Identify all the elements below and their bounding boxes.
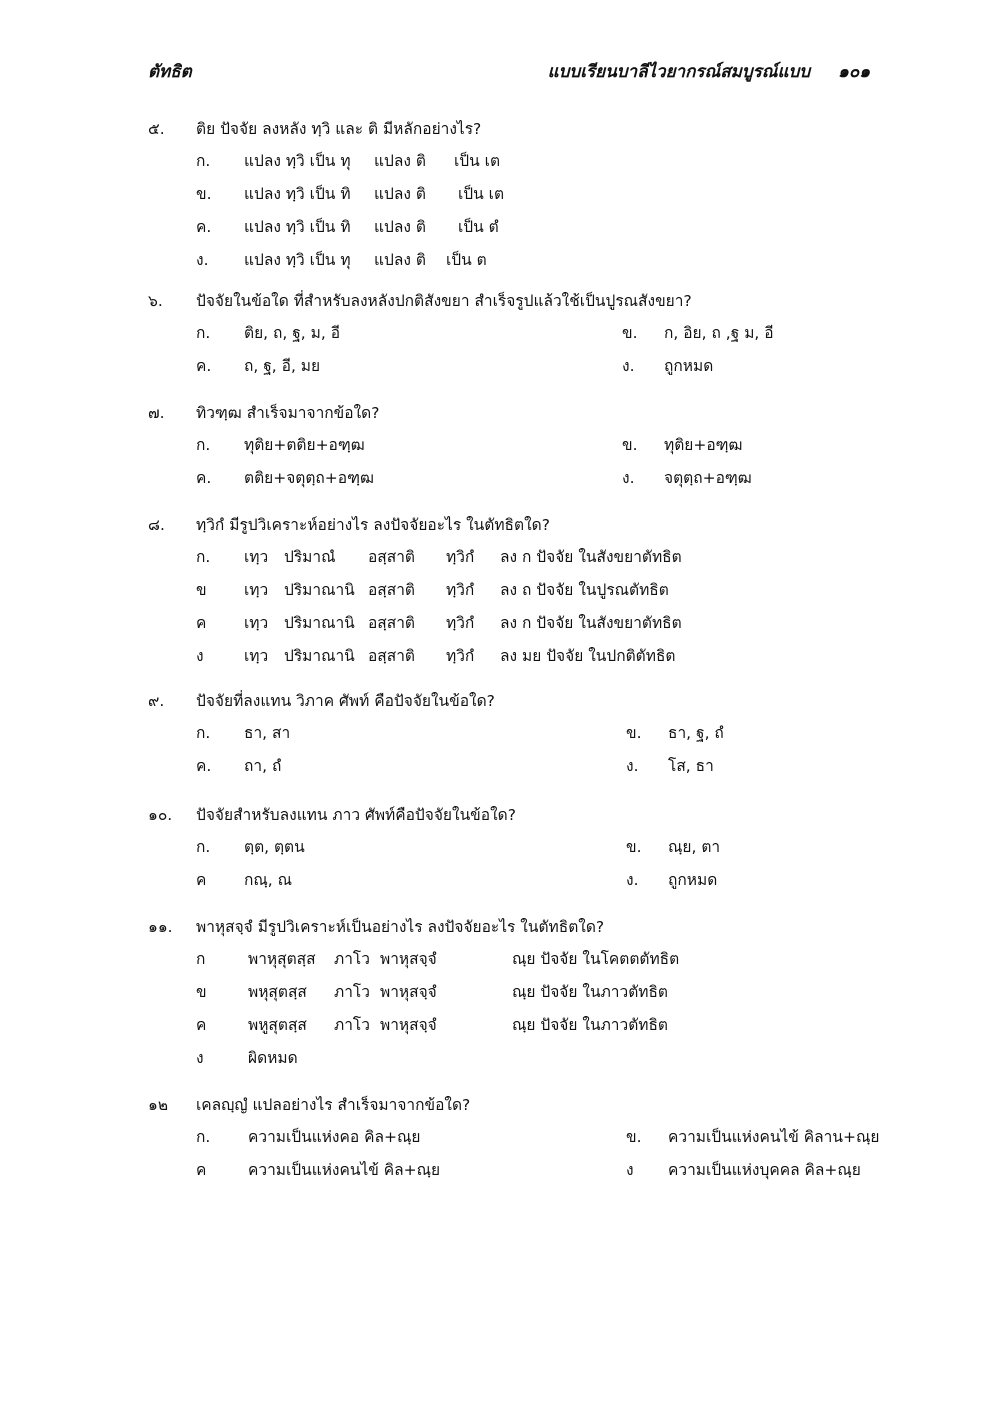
option-text: กณฺ, ณ bbox=[244, 871, 292, 889]
option-row bbox=[148, 432, 878, 465]
question-text: ปัจจัยในข้อใด ที่สำหรับลงหลังปกติสังขยา สำเร็จรูปแล้วใช้เป็นปูรณสังขยา? bbox=[196, 292, 692, 310]
option-row bbox=[148, 181, 878, 214]
question-text: ทฺวิกํ มีรูปวิเคราะห์อย่างไร ลงปัจจัยอะไร ในตัทธิตใด? bbox=[196, 516, 550, 534]
option-row bbox=[148, 834, 878, 867]
page-header bbox=[148, 58, 870, 88]
option-part: เป็น ต bbox=[446, 251, 487, 269]
question-number: ๗. bbox=[148, 404, 165, 422]
option-label: ค bbox=[196, 1161, 207, 1179]
question-text: ติย ปัจจัย ลงหลัง ทฺวิ และ ติ มีหลักอย่างไร? bbox=[196, 120, 482, 138]
option-part: ทฺวิกํ bbox=[446, 647, 475, 665]
option-text: ทุติย+อฑฺฒ bbox=[664, 436, 743, 454]
option-label: ข. bbox=[622, 324, 638, 342]
option-label: ค. bbox=[196, 218, 212, 236]
option-row bbox=[148, 610, 878, 643]
option-part: เทฺว bbox=[244, 647, 269, 665]
question-number: ๑๐. bbox=[148, 806, 173, 824]
option-text: โส, ธา bbox=[668, 757, 714, 775]
option-part: อสฺสาติ bbox=[368, 614, 415, 632]
option-text: ถ, ฐ, อี, มย bbox=[244, 357, 321, 375]
option-row bbox=[148, 867, 878, 900]
option-part: เป็น เต bbox=[458, 185, 505, 203]
option-label: ก bbox=[196, 950, 206, 968]
option-text: ณฺย, ตา bbox=[668, 838, 721, 856]
option-part: พหุสุตสฺส bbox=[248, 983, 307, 1001]
question-line bbox=[148, 512, 878, 544]
option-part: ผิดหมด bbox=[248, 1049, 298, 1067]
option-text: ถูกหมด bbox=[664, 357, 714, 375]
option-part: แปลง ทฺวิ เป็น ทุ bbox=[244, 251, 351, 269]
option-part: แปลง ทฺวิ เป็น ทิ bbox=[244, 185, 351, 203]
option-row bbox=[148, 320, 878, 353]
question-number: ๑๒ bbox=[148, 1096, 169, 1114]
option-part: แปลง ทฺวิ เป็น ทิ bbox=[244, 218, 351, 236]
option-row bbox=[148, 1157, 878, 1190]
option-label: ข. bbox=[626, 724, 642, 742]
question-line bbox=[148, 116, 878, 148]
option-text: ทุติย+ตติย+อฑฺฒ bbox=[244, 436, 365, 454]
option-part: เทฺว bbox=[244, 614, 269, 632]
option-row bbox=[148, 1045, 878, 1078]
option-text: ธา, ฐ, ถํ bbox=[668, 724, 724, 742]
question-5 bbox=[148, 116, 878, 280]
page-number: ๑๐๑ bbox=[838, 62, 870, 82]
option-label: ข. bbox=[622, 436, 638, 454]
option-text: ตติย+จตุตฺถ+อฑฺฒ bbox=[244, 469, 374, 487]
option-text: ถูกหมด bbox=[668, 871, 718, 889]
option-part: แปลง ติ bbox=[374, 152, 426, 170]
option-part: ลง ก ปัจจัย ในสังขยาตัทธิต bbox=[500, 548, 682, 566]
option-part: ปริมาณํ bbox=[284, 548, 336, 566]
option-label: ค bbox=[196, 614, 207, 632]
chapter-title: ตัทธิต bbox=[148, 62, 192, 82]
question-line bbox=[148, 914, 878, 946]
option-part: ปริมาณานิ bbox=[284, 614, 355, 632]
option-label: ง. bbox=[622, 469, 635, 487]
question-text: ทิวฑฺฒ สำเร็จมาจากข้อใด? bbox=[196, 404, 380, 422]
option-text: ก, อิย, ถ ,ฐ ม, อี bbox=[664, 324, 774, 342]
question-line bbox=[148, 688, 878, 720]
option-text: จตุตฺถ+อฑฺฒ bbox=[664, 469, 752, 487]
question-7 bbox=[148, 400, 878, 498]
question-11 bbox=[148, 914, 878, 1078]
option-row bbox=[148, 465, 878, 498]
option-part: แปลง ทฺวิ เป็น ทุ bbox=[244, 152, 351, 170]
option-part: ปริมาณานิ bbox=[284, 581, 355, 599]
option-label: ก. bbox=[196, 548, 211, 566]
question-number: ๖. bbox=[148, 292, 163, 310]
option-text: ตฺต, ตฺตน bbox=[244, 838, 305, 856]
option-row bbox=[148, 247, 878, 280]
option-part: ทฺวิกํ bbox=[446, 614, 475, 632]
question-text: ปัจจัยที่ลงแทน วิภาค ศัพท์ คือปัจจัยในข้อใด? bbox=[196, 692, 495, 710]
option-part: อสฺสาติ bbox=[368, 548, 415, 566]
option-part: ลง ก ปัจจัย ในสังขยาตัทธิต bbox=[500, 614, 682, 632]
question-text: พาหุสจฺจํ มีรูปวิเคราะห์เป็นอย่างไร ลงปัจจัยอะไร ในตัทธิตใด? bbox=[196, 918, 605, 936]
option-part: ณฺย ปัจจัย ในภาวตัทธิต bbox=[512, 1016, 668, 1034]
option-part: พาหุสจฺจํ bbox=[380, 950, 437, 968]
question-number: ๘. bbox=[148, 516, 165, 534]
option-part: พหูสุตสฺส bbox=[248, 1016, 307, 1034]
option-label: ข. bbox=[196, 185, 212, 203]
book-title-block bbox=[526, 58, 870, 85]
option-label: ก. bbox=[196, 436, 211, 454]
option-label: ค bbox=[196, 1016, 207, 1034]
option-part: เทฺว bbox=[244, 581, 269, 599]
option-label: ง bbox=[626, 1161, 634, 1179]
option-text: ความเป็นแห่งคอ คิล+ณฺย bbox=[248, 1128, 421, 1146]
option-row bbox=[148, 643, 878, 676]
option-label: ง. bbox=[196, 251, 209, 269]
question-number: ๙. bbox=[148, 692, 165, 710]
option-row bbox=[148, 979, 878, 1012]
option-part: แปลง ติ bbox=[374, 251, 426, 269]
option-part: ภาโว bbox=[334, 950, 370, 968]
option-part: ภาโว bbox=[334, 1016, 370, 1034]
option-part: ทฺวิกํ bbox=[446, 581, 475, 599]
option-row bbox=[148, 148, 878, 181]
option-label: ง. bbox=[626, 871, 639, 889]
option-text: ความเป็นแห่งคนไข้ คิลาน+ณฺย bbox=[668, 1128, 880, 1146]
question-text: ปัจจัยสำหรับลงแทน ภาว ศัพท์คือปัจจัยในข้อใด? bbox=[196, 806, 516, 824]
option-row bbox=[148, 946, 878, 979]
option-part: ภาโว bbox=[334, 983, 370, 1001]
option-part: พาหุสุตสฺส bbox=[248, 950, 316, 968]
option-label: ก. bbox=[196, 838, 211, 856]
question-number: ๑๑. bbox=[148, 918, 173, 936]
question-line bbox=[148, 802, 878, 834]
book-title: แบบเรียนบาลีไวยากรณ์สมบูรณ์แบบ bbox=[547, 62, 811, 82]
question-10 bbox=[148, 802, 878, 900]
question-line bbox=[148, 400, 878, 432]
option-label: ข. bbox=[626, 838, 642, 856]
option-row bbox=[148, 753, 878, 786]
option-label: ค bbox=[196, 871, 207, 889]
option-label: ง bbox=[196, 647, 204, 665]
option-label: ก. bbox=[196, 1128, 211, 1146]
question-line bbox=[148, 288, 878, 320]
option-text: ความเป็นแห่งคนไข้ คิล+ณฺย bbox=[248, 1161, 441, 1179]
option-label: ก. bbox=[196, 724, 211, 742]
option-part: ณฺย ปัจจัย ในโคตตตัทธิต bbox=[512, 950, 680, 968]
question-text: เคลญฺญํ แปลอย่างไร สำเร็จมาจากข้อใด? bbox=[196, 1096, 471, 1114]
question-6 bbox=[148, 288, 878, 386]
option-row bbox=[148, 353, 878, 386]
option-part: แปลง ติ bbox=[374, 218, 426, 236]
option-row bbox=[148, 544, 878, 577]
option-text: ถา, ถํ bbox=[244, 757, 282, 775]
option-label: ก. bbox=[196, 324, 211, 342]
option-part: ทฺวิกํ bbox=[446, 548, 475, 566]
option-label: ข. bbox=[626, 1128, 642, 1146]
option-part: อสฺสาติ bbox=[368, 581, 415, 599]
option-part: ลง มย ปัจจัย ในปกติตัทธิต bbox=[500, 647, 676, 665]
question-8 bbox=[148, 512, 878, 676]
option-part: เป็น เต bbox=[454, 152, 501, 170]
option-part: พาหุสจฺจํ bbox=[380, 1016, 437, 1034]
option-label: ค. bbox=[196, 757, 212, 775]
option-text: ความเป็นแห่งบุคคล คิล+ณฺย bbox=[668, 1161, 861, 1179]
option-part: แปลง ติ bbox=[374, 185, 426, 203]
option-row bbox=[148, 1124, 878, 1157]
option-label: ค. bbox=[196, 469, 212, 487]
question-12 bbox=[148, 1092, 878, 1190]
option-part: พาหุสจฺจํ bbox=[380, 983, 437, 1001]
option-row bbox=[148, 214, 878, 247]
option-label: ก. bbox=[196, 152, 211, 170]
option-row bbox=[148, 577, 878, 610]
option-part: ปริมาณานิ bbox=[284, 647, 355, 665]
option-label: ข bbox=[196, 983, 207, 1001]
option-text: ติย, ถ, ฐ, ม, อี bbox=[244, 324, 341, 342]
option-label: ง. bbox=[622, 357, 635, 375]
question-number: ๕. bbox=[148, 120, 165, 138]
option-label: ง bbox=[196, 1049, 204, 1067]
option-part: อสฺสาติ bbox=[368, 647, 415, 665]
question-9 bbox=[148, 688, 878, 786]
option-row bbox=[148, 1012, 878, 1045]
option-part: ลง ถ ปัจจัย ในปูรณตัทธิต bbox=[500, 581, 669, 599]
option-text: ธา, สา bbox=[244, 724, 291, 742]
option-label: ค. bbox=[196, 357, 212, 375]
option-part: ณฺย ปัจจัย ในภาวตัทธิต bbox=[512, 983, 668, 1001]
option-part: เป็น ตํ bbox=[458, 218, 499, 236]
option-part: เทฺว bbox=[244, 548, 269, 566]
option-row bbox=[148, 720, 878, 753]
option-label: ข bbox=[196, 581, 207, 599]
option-label: ง. bbox=[626, 757, 639, 775]
question-line bbox=[148, 1092, 878, 1124]
